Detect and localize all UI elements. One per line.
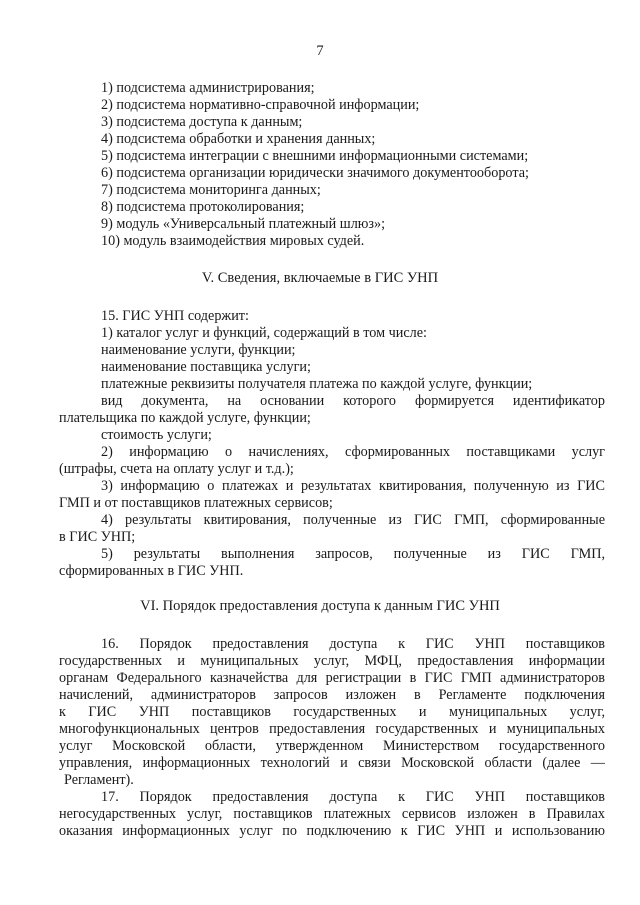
paragraph-line: 5) результаты выполнения запросов, полученные из ГИС ГМП, <box>101 546 605 562</box>
paragraph-line: 1) каталог услуг и функций, содержащий в том числе: <box>101 325 427 341</box>
list-item: 4) подсистема обработки и хранения данных; <box>101 131 376 147</box>
paragraph-line: стоимость услуги; <box>101 427 212 443</box>
list-item: 3) подсистема доступа к данным; <box>101 114 303 130</box>
list-item: 9) модуль «Универсальный платежный шлюз»; <box>101 216 386 232</box>
paragraph-line: начислений, администраторов запросов изложен в Регламенте подключения <box>59 687 605 703</box>
list-item: 2) подсистема нормативно-справочной информации; <box>101 97 420 113</box>
paragraph-line: услуг Московской области, утвержденном Министерством государственного <box>59 738 605 754</box>
paragraph-line: оказания информационных услуг по подключению к ГИС УНП и использованию <box>59 823 605 839</box>
paragraph-line: платежные реквизиты получателя платежа по каждой услуге, функции; <box>101 376 533 392</box>
section-heading: VI. Порядок предоставления доступа к данным ГИС УНП <box>140 598 500 614</box>
paragraph-line: 3) информацию о платежах и результатах квитирования, полученную из ГИС <box>101 478 605 494</box>
paragraph-line: Регламент). <box>64 772 134 788</box>
paragraph-line: к ГИС УНП поставщиков государственных и муниципальных услуг, <box>59 704 605 720</box>
paragraph-line: (штрафы, счета на оплату услуг и т.д.); <box>59 461 294 477</box>
paragraph-line: наименование услуги, функции; <box>101 342 296 358</box>
paragraph-line: многофункциональных центров предоставления государственных и муниципальных <box>59 721 605 737</box>
section-heading: V. Сведения, включаемые в ГИС УНП <box>201 270 439 286</box>
page-number: 7 <box>316 43 324 59</box>
list-item: 5) подсистема интеграции с внешними информационными системами; <box>101 148 529 164</box>
paragraph-line: сформированных в ГИС УНП. <box>59 563 244 579</box>
list-item: 6) подсистема организации юридически значимого документооборота; <box>101 165 529 181</box>
paragraph-line: органам Федерального казначейства для регистрации в ГИС ГМП администраторов <box>59 670 605 686</box>
list-item: 10) модуль взаимодействия мировых судей. <box>101 233 365 249</box>
paragraph-line: наименование поставщика услуги; <box>101 359 311 375</box>
paragraph-line: 4) результаты квитирования, полученные из ГИС ГМП, сформированные <box>101 512 605 528</box>
list-item: 8) подсистема протоколирования; <box>101 199 305 215</box>
paragraph-line: плательщика по каждой услуге, функции; <box>59 410 311 426</box>
list-item: 7) подсистема мониторинга данных; <box>101 182 321 198</box>
paragraph-line: 17. Порядок предоставления доступа к ГИС УНП поставщиков <box>101 789 605 805</box>
paragraph-line: государственных и муниципальных услуг, МФЦ, предоставления информации <box>59 653 605 669</box>
paragraph-line: в ГИС УНП; <box>59 529 136 545</box>
paragraph-line: 15. ГИС УНП содержит: <box>101 308 249 324</box>
paragraph-line: 2) информацию о начислениях, сформированных поставщиками услуг <box>101 444 605 460</box>
list-item: 1) подсистема администрирования; <box>101 80 315 96</box>
paragraph-line: негосударственных услуг, поставщиков платежных сервисов изложен в Правилах <box>59 806 605 822</box>
paragraph-line: управления, информационных технологий и связи Московской области (далее — <box>59 755 605 771</box>
paragraph-line: 16. Порядок предоставления доступа к ГИС УНП поставщиков <box>101 636 605 652</box>
paragraph-line: вид документа, на основании которого формируется идентификатор <box>101 393 605 409</box>
paragraph-line: ГМП и от поставщиков платежных сервисов; <box>59 495 333 511</box>
